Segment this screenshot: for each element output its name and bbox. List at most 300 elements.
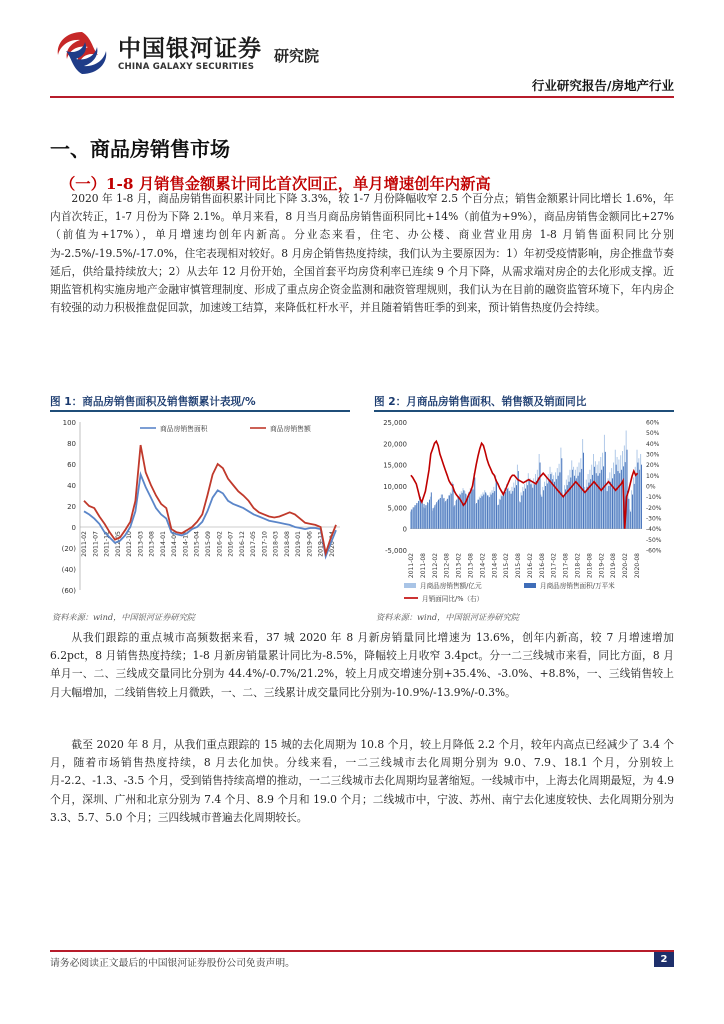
bar-sales-area [540, 463, 541, 529]
bar-sales-amount [531, 483, 532, 529]
bar-sales-area [413, 507, 414, 528]
bar-sales-amount [562, 492, 563, 528]
bar-sales-amount [609, 472, 610, 528]
bar-sales-area [543, 490, 544, 528]
bar-sales-area [476, 503, 477, 529]
bar-sales-amount [586, 480, 587, 529]
bar-sales-amount [479, 497, 480, 529]
header-divider [50, 96, 674, 98]
right-tick-label: 60% [646, 419, 660, 427]
bar-sales-amount [611, 468, 612, 529]
x-tick-label: 2019-01 [295, 531, 303, 557]
galaxy-swirl-icon [52, 28, 112, 78]
bar-sales-area [516, 485, 517, 529]
x-tick-label: 2011-02 [408, 553, 415, 579]
bar-sales-amount [550, 467, 551, 529]
bar-sales-amount [502, 491, 503, 529]
bar-sales-area [561, 458, 562, 528]
bar-sales-area [418, 501, 419, 529]
figure-2-title: 图 2：月商品房销售面积、销售额及销面同比 [374, 396, 587, 408]
bar-sales-area [628, 499, 629, 529]
bar-sales-area [521, 495, 522, 528]
paragraph-city-data: 从我们跟踪的重点城市高频数据来看，37 城 2020 年 8 月新房销量同比增速为 13.6%，创年内新高，较 7 月增速增加 6.2pct，8 月销售热度持续；1-8 月新房销量累计同比为-8.5%，降幅较上月收窄 3.4pct。分一二三线城市来看，同比方面，8 月单月一、二、三线成交量同比分别为 44.4%/-0.7%/21.2%，较上月成交增速分别+35.4%、-3.0%、+8.8%，一、三线销售较上月大幅增加，二线销售较上月微跌，一、二、三线累计成交量同比分别为-10.9%/-13.9%/-0.3%。 [50, 631, 674, 699]
left-tick-label: 15,000 [383, 461, 407, 470]
bar-sales-amount [434, 507, 435, 528]
bar-sales-amount [570, 470, 571, 529]
bar-sales-amount [530, 478, 531, 528]
bar-sales-area [621, 470, 622, 529]
bar-sales-amount [455, 501, 456, 529]
bar-sales-area [587, 487, 588, 529]
bar-sales-amount [464, 491, 465, 529]
left-tick-label: 20,000 [383, 440, 407, 449]
bar-sales-amount [557, 468, 558, 529]
bar-sales-area [637, 463, 638, 529]
x-tick-label: 2020-02 [622, 553, 630, 579]
left-tick-label: -5,000 [385, 547, 407, 555]
bar-sales-amount [524, 484, 525, 529]
bar-sales-area [429, 500, 430, 529]
bar-sales-area [494, 491, 495, 529]
bar-sales-amount [410, 512, 411, 529]
y-tick-label: (40) [61, 566, 76, 574]
x-tick-label: 2019-06 [306, 531, 314, 557]
bar-sales-amount [415, 505, 416, 528]
bar-sales-area [594, 467, 595, 529]
bar-sales-amount [553, 475, 554, 528]
bar-sales-area [473, 489, 474, 528]
report-type-label: 行业研究报告/房地产行业 [531, 78, 674, 93]
bar-sales-amount [430, 497, 431, 529]
bar-sales-area [451, 494, 452, 529]
bar-sales-amount [575, 470, 576, 529]
logo-english-name: CHINA GALAXY SECURITIES [118, 62, 255, 72]
bar-sales-area [579, 472, 580, 528]
bar-sales-amount [452, 482, 453, 529]
bar-sales-area [425, 505, 426, 528]
bar-sales-area [491, 495, 492, 529]
bar-sales-amount [426, 505, 427, 528]
x-tick-label: 2012-08 [443, 553, 451, 579]
bar-sales-amount [439, 499, 440, 529]
legend-label: 月销面同比/%（右） [422, 595, 484, 603]
bar-sales-amount [600, 457, 601, 529]
y-tick-label: 60 [67, 461, 76, 469]
bar-sales-amount [472, 486, 473, 529]
y-tick-label: 80 [67, 440, 76, 448]
bar-sales-area [558, 476, 559, 529]
bar-sales-area [589, 483, 590, 529]
section-subtitle: （一）1-8 月销售金额累计同比首次回正，单月增速创年内新高 [60, 175, 491, 193]
bar-sales-amount [640, 454, 641, 529]
bar-sales-area [523, 491, 524, 529]
bar-sales-amount [602, 453, 603, 529]
x-tick-label: 2020-08 [634, 553, 641, 579]
bar-sales-area [532, 488, 533, 529]
bar-sales-area [549, 480, 550, 529]
bar-sales-area [605, 452, 606, 529]
bar-sales-amount [544, 482, 545, 529]
bar-sales-area [422, 501, 423, 529]
left-tick-label: 5,000 [387, 504, 407, 513]
bar-sales-amount [412, 509, 413, 528]
bar-sales-amount [414, 507, 415, 528]
right-tick-label: 50% [646, 430, 660, 438]
bar-sales-amount [495, 475, 496, 528]
bar-sales-amount [497, 505, 498, 528]
paragraph-sales-overview: 2020 年 1-8 月，商品房销售面积累计同比下降 3.3%，较 1-7 月份降幅收窄 2.5 个百分点；销售金额累计同比增长 1.6%，年内首次转正，1-7 月份为下降 2.1%。单月来看，8 月当月商品房销售面积同比+14%（前值为+9%），商品房销售金额同比+27%（前值为+17%），单月增速均创年内新高。分业态来看，住宅、办公楼、商业营业用房 1-8 月销售面积同比分别为-2.5%/-19.5%/-17.0%，住宅表现相对较好。8 月房企销售热度持续，我们认为主要原因为：1）年初受疫情影响，房企推盘节奏延后，供给量持续放大；2）从去年 12 月份开始，全国首套平均房贷利率已连续 9 个月下降，从需求端对房企的去化形成支撑。近期监管机构实施房地产金融审慎管理制度、形成了重点房企资金监测和融资管理规则，我们认为在目前的融资监管环境下，年内房企有较强的动力积极推盘促回款，加速竣工结算，来降低杠杆水平，并且随着销售旺季的到来，预计销售热度仍会持续。 [50, 192, 674, 315]
bar-sales-area [436, 502, 437, 528]
bar-sales-amount [533, 478, 534, 528]
bar-sales-amount [441, 495, 442, 529]
bar-sales-area [454, 505, 455, 528]
y-tick-label: 20 [67, 503, 76, 511]
bar-sales-area [458, 497, 459, 529]
bar-sales-amount [628, 495, 629, 529]
bar-sales-amount [591, 465, 592, 529]
x-tick-label: 2017-10 [261, 531, 269, 557]
bar-sales-area [572, 470, 573, 529]
bar-sales-amount [443, 499, 444, 529]
bar-sales-area [639, 470, 640, 529]
bar-sales-amount [484, 490, 485, 528]
bar-sales-area [442, 495, 443, 529]
bar-sales-amount [559, 464, 560, 529]
bar-sales-area [469, 495, 470, 529]
bar-sales-amount [535, 474, 536, 529]
bar-sales-area [492, 493, 493, 529]
x-tick-label: 2015-08 [515, 553, 523, 579]
bar-sales-area [534, 484, 535, 528]
bar-sales-area [427, 502, 428, 528]
bar-sales-area [433, 508, 434, 528]
x-tick-label: 2017-08 [562, 553, 570, 579]
right-tick-label: 30% [646, 451, 660, 459]
bar-sales-area [627, 450, 628, 529]
bar-sales-area [563, 495, 564, 528]
footer-disclaimer: 请务必阅读正文最后的中国银河证券股份公司免责声明。 [50, 958, 295, 969]
bar-sales-area [447, 499, 448, 529]
bar-sales-amount [631, 490, 632, 528]
bar-sales-area [632, 495, 633, 529]
figure-1-title: 图 1：商品房销售面积及销售额累计表现/% [50, 396, 256, 408]
bar-sales-area [619, 473, 620, 528]
bar-sales-area [531, 484, 532, 528]
x-tick-label: 2011-07 [92, 531, 100, 557]
x-tick-label: 2016-08 [538, 553, 546, 579]
footer-divider [50, 950, 674, 952]
x-tick-label: 2011-02 [81, 531, 88, 557]
x-tick-label: 2013-02 [455, 553, 463, 579]
x-tick-label: 2014-08 [491, 553, 499, 579]
bar-sales-amount [606, 485, 607, 529]
bar-sales-amount [461, 491, 462, 529]
bar-sales-area [608, 486, 609, 529]
bar-sales-area [601, 470, 602, 529]
bar-sales-amount [633, 477, 634, 528]
bar-sales-area [641, 465, 642, 529]
x-tick-label: 2017-05 [250, 531, 258, 557]
right-tick-label: 10% [646, 472, 660, 480]
chart-monthly-sales [374, 414, 674, 606]
bar-sales-area [514, 488, 515, 529]
bar-sales-area [547, 483, 548, 528]
bar-sales-amount [490, 492, 491, 528]
x-tick-label: 2015-02 [503, 553, 511, 579]
x-tick-label: 2012-05 [114, 531, 122, 557]
bar-sales-amount [571, 460, 572, 528]
logo-institute: 研究院 [274, 47, 320, 65]
bar-sales-area [411, 509, 412, 528]
bar-sales-area [636, 475, 637, 528]
bar-sales-area [474, 477, 475, 528]
bar-sales-area [482, 496, 483, 528]
bar-sales-area [502, 496, 503, 528]
right-tick-label: -10% [646, 494, 662, 502]
bar-sales-amount [551, 472, 552, 528]
bar-sales-area [603, 466, 604, 528]
bar-sales-amount [515, 480, 516, 529]
bar-sales-amount [454, 506, 455, 528]
bar-sales-area [634, 484, 635, 529]
bar-sales-amount [510, 490, 511, 528]
bar-sales-area [596, 473, 597, 528]
right-tick-label: -20% [646, 504, 662, 512]
bar-sales-amount [588, 474, 589, 529]
right-tick-label: 0% [646, 483, 656, 491]
y-tick-label: 40 [67, 482, 76, 490]
bar-sales-amount [580, 458, 581, 528]
bar-sales-area [599, 473, 600, 528]
bar-sales-area [498, 505, 499, 529]
legend-label: 商品房销售额 [270, 425, 311, 433]
bar-sales-area [471, 491, 472, 529]
x-tick-label: 2017-02 [550, 553, 558, 579]
bar-sales-area [487, 495, 488, 528]
bar-sales-amount [419, 499, 420, 529]
bar-sales-amount [573, 467, 574, 529]
bar-sales-amount [499, 499, 500, 529]
bar-sales-area [467, 496, 468, 528]
bar-sales-area [438, 500, 439, 529]
bar-sales-area [536, 481, 537, 529]
bar-sales-area [554, 482, 555, 529]
bar-sales-amount [423, 507, 424, 528]
right-tick-label: -60% [646, 547, 662, 555]
bar-sales-amount [613, 463, 614, 529]
bar-sales-area [607, 491, 608, 529]
bar-sales-area [525, 489, 526, 529]
bar-sales-area [616, 465, 617, 529]
bar-sales-area [520, 502, 521, 528]
bar-sales-amount [477, 500, 478, 529]
legend-label: 商品房销售面积 [160, 425, 208, 433]
page-number: 2 [654, 952, 674, 967]
bar-sales-area [556, 479, 557, 528]
y-tick-label: 100 [62, 419, 76, 427]
left-tick-label: 10,000 [383, 483, 407, 491]
bar-sales-area [581, 469, 582, 529]
bar-sales-area [434, 505, 435, 528]
section-title: 一、商品房销售市场 [50, 137, 230, 161]
right-tick-label: 20% [646, 462, 660, 470]
bar-sales-amount [620, 455, 621, 528]
bar-sales-area [480, 498, 481, 529]
bar-sales-area [545, 486, 546, 529]
bar-sales-amount [599, 461, 600, 528]
x-tick-label: 2014-06 [171, 531, 179, 557]
bar-sales-amount [432, 511, 433, 529]
bar-sales-amount [493, 487, 494, 529]
bar-sales-area [424, 504, 425, 529]
bar-sales-amount [537, 470, 538, 529]
bar-sales-amount [582, 439, 583, 529]
x-tick-label: 2019-08 [610, 553, 618, 579]
bar-sales-area [416, 503, 417, 529]
x-tick-label: 2019-02 [598, 553, 606, 579]
figure-1-source: 资料来源：wind，中国银河证券研究院 [52, 612, 195, 622]
figure-2-source: 资料来源：wind，中国银河证券研究院 [376, 612, 519, 622]
bar-sales-amount [492, 490, 493, 528]
bar-sales-amount [597, 465, 598, 529]
x-tick-label: 2020-04 [329, 531, 336, 557]
bar-sales-area [538, 477, 539, 528]
bar-sales-amount [501, 495, 502, 529]
bar-sales-area [512, 491, 513, 529]
x-tick-label: 2016-07 [227, 531, 235, 557]
bar-sales-amount [450, 492, 451, 528]
bar-sales-amount [568, 475, 569, 528]
bar-sales-amount [542, 487, 543, 529]
bar-sales-area [630, 512, 631, 529]
x-tick-label: 2014-01 [159, 531, 167, 557]
bar-sales-area [478, 500, 479, 529]
bar-sales-area [449, 495, 450, 528]
bar-sales-amount [417, 503, 418, 529]
bar-sales-area [610, 482, 611, 529]
bar-sales-area [462, 493, 463, 529]
bar-sales-area [541, 497, 542, 529]
bar-sales-area [489, 497, 490, 529]
bar-sales-amount [435, 504, 436, 529]
bar-sales-area [598, 476, 599, 529]
bar-sales-amount [604, 435, 605, 529]
x-tick-label: 2013-08 [148, 531, 156, 557]
x-tick-label: 2013-03 [137, 531, 145, 557]
bar-sales-area [507, 489, 508, 529]
figure-2-rule [374, 410, 674, 412]
right-tick-label: 40% [646, 440, 660, 448]
bar-sales-amount [448, 495, 449, 528]
bar-sales-amount [546, 478, 547, 528]
bar-sales-amount [486, 494, 487, 529]
bar-sales-amount [560, 448, 561, 529]
x-tick-label: 2016-02 [216, 531, 224, 557]
bar-sales-area [527, 485, 528, 529]
bar-sales-area [576, 478, 577, 528]
bar-sales-area [415, 505, 416, 528]
bar-sales-area [618, 471, 619, 529]
bar-sales-amount [517, 465, 518, 529]
x-tick-label: 2018-02 [574, 553, 582, 579]
bar-sales-amount [457, 497, 458, 529]
bar-sales-amount [577, 467, 578, 529]
bar-sales-amount [508, 488, 509, 529]
bar-sales-area [614, 474, 615, 529]
bar-sales-amount [483, 492, 484, 528]
x-tick-label: 2011-12 [103, 531, 111, 557]
bar-sales-area [503, 494, 504, 529]
bar-sales-area [431, 492, 432, 528]
paragraph-inventory-cycle: 截至 2020 年 8 月，从我们重点跟踪的 15 城的去化周期为 10.8 个月，较上月降低 2.2 个月，较年内高点已经减少了 3.4 个月，随着市场销售热度持续，8 月去化加快。分线来看，一二三线城市去化周期分别为 9.0、7.9、18.1 个月，分别较上月-2.2、-1.3、-3.5 个月，受到销售持续高增的推动，一二三线城市去化周期均显著缩短。一线城市中，上海去化周期最短，为 4.9 个月，深圳、广州和北京分别为 7.4 个月、8.9 个月和 19.0 个月；二线城市中，宁波、苏州、南宁去化速度较快、去化周期分别为 3.3、5.7、5.0 个月；三四线城市普遍去化周期较长。 [50, 738, 674, 824]
y-tick-label: (60) [61, 587, 76, 595]
x-tick-label: 2018-08 [586, 553, 594, 579]
bar-sales-area [485, 492, 486, 528]
x-tick-label: 2016-12 [238, 531, 246, 557]
bar-sales-amount [513, 483, 514, 529]
legend-label: 月商品房销售面积/万平米 [540, 582, 615, 590]
bar-sales-amount [481, 495, 482, 529]
bar-sales-amount [425, 508, 426, 528]
bar-sales-amount [629, 509, 630, 528]
bar-sales-area [465, 494, 466, 529]
bar-sales-amount [637, 450, 638, 529]
x-tick-label: 2011-08 [419, 553, 427, 579]
bar-sales-amount [528, 473, 529, 528]
x-tick-label: 2016-02 [526, 553, 534, 579]
legend-label: 月商品房销售额/亿元 [420, 582, 482, 590]
x-tick-label: 2018-03 [272, 531, 280, 557]
bar-sales-amount [521, 492, 522, 528]
bar-sales-area [463, 490, 464, 528]
bar-sales-amount [488, 495, 489, 528]
bar-sales-area [500, 500, 501, 529]
bar-sales-area [444, 498, 445, 529]
x-tick-label: 2015-09 [205, 531, 212, 557]
x-tick-label: 2014-02 [479, 553, 487, 579]
bar-sales-amount [548, 474, 549, 529]
bar-sales-amount [475, 504, 476, 529]
legend-swatch-area [524, 583, 536, 588]
bar-sales-area [509, 491, 510, 529]
bar-sales-area [505, 492, 506, 529]
bar-sales-amount [444, 502, 445, 528]
bar-sales-amount [446, 500, 447, 529]
bar-sales-amount [463, 488, 464, 529]
x-tick-label: 2012-02 [431, 553, 439, 579]
bar-sales-amount [522, 487, 523, 529]
bar-sales-area [456, 500, 457, 529]
bar-sales-area [440, 498, 441, 529]
bar-sales-amount [539, 454, 540, 529]
bar-sales-area [496, 480, 497, 529]
y-tick-label: (20) [61, 545, 76, 553]
x-tick-label: 2018-08 [283, 531, 291, 557]
bar-sales-amount [638, 458, 639, 528]
bar-sales-area [529, 480, 530, 529]
legend-swatch-amount [404, 583, 416, 588]
bar-sales-area [483, 495, 484, 529]
left-tick-label: 0 [402, 525, 407, 534]
bar-sales-amount [541, 495, 542, 529]
bar-sales-area [552, 479, 553, 528]
chart-cumulative-sales [50, 414, 350, 606]
bar-sales-amount [555, 472, 556, 528]
bar-sales-amount [428, 503, 429, 529]
y-tick-label: 0 [71, 524, 76, 532]
right-tick-label: -30% [646, 515, 662, 523]
bar-sales-area [570, 477, 571, 528]
